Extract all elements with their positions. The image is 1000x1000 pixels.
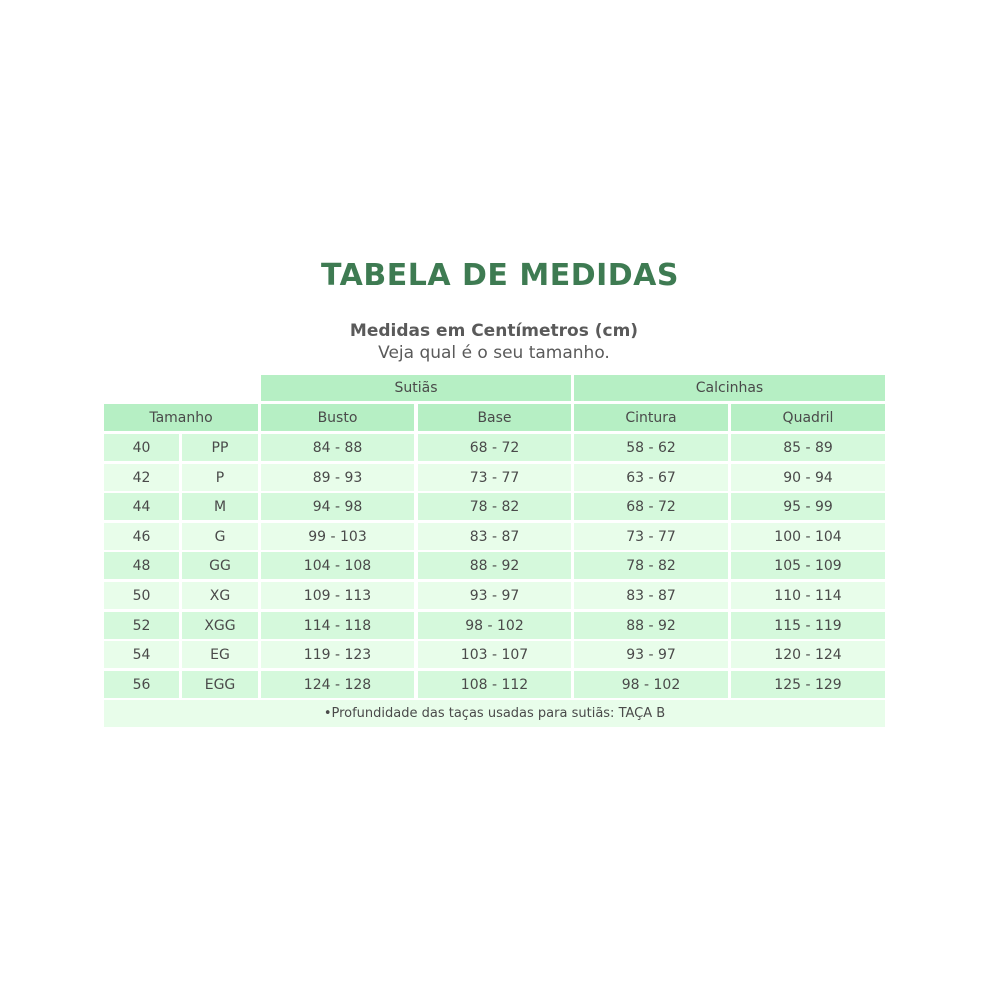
table-cell-base-value: 78 - 82 <box>418 493 571 520</box>
page-title: TABELA DE MEDIDAS <box>321 258 679 293</box>
table-cell-cintura-value: 78 - 82 <box>574 552 728 579</box>
table-cell-busto-value: 94 - 98 <box>261 493 414 520</box>
group-header-sutias: Sutiãs <box>261 375 571 401</box>
table-cell-cintura-value: 83 - 87 <box>574 582 728 609</box>
table-cell-busto-value: 124 - 128 <box>261 671 414 698</box>
table-cell-base-value: 83 - 87 <box>418 523 571 550</box>
table-cell-cintura-value: 98 - 102 <box>574 671 728 698</box>
table-cell-quadril-value: 115 - 119 <box>731 612 885 639</box>
table-cell-size-letter: G <box>182 523 258 550</box>
table-cell-base-value: 73 - 77 <box>418 464 571 491</box>
table-cell-size-letter: XG <box>182 582 258 609</box>
table-footnote: •Profundidade das taças usadas para sutiãs: TAÇA B <box>104 700 885 727</box>
table-cell-base-value: 93 - 97 <box>418 582 571 609</box>
table-cell-busto-value: 104 - 108 <box>261 552 414 579</box>
table-cell-size-number: 40 <box>104 434 179 461</box>
table-cell-size-letter: PP <box>182 434 258 461</box>
subtitle-secondary: Veja qual é o seu tamanho. <box>378 343 610 363</box>
table-cell-busto-value: 114 - 118 <box>261 612 414 639</box>
subtitle: Medidas em Centímetros (cm) <box>349 321 639 341</box>
table-cell-busto-value: 89 - 93 <box>261 464 414 491</box>
table-cell-size-number: 44 <box>104 493 179 520</box>
table-cell-size-number: 48 <box>104 552 179 579</box>
table-cell-base-value: 68 - 72 <box>418 434 571 461</box>
table-cell-base-value: 88 - 92 <box>418 552 571 579</box>
table-cell-size-letter: P <box>182 464 258 491</box>
table-cell-size-number: 50 <box>104 582 179 609</box>
table-cell-quadril-value: 105 - 109 <box>731 552 885 579</box>
group-header-calcinhas: Calcinhas <box>574 375 885 401</box>
table-cell-size-number: 54 <box>104 641 179 668</box>
table-cell-size-number: 46 <box>104 523 179 550</box>
table-cell-size-letter: GG <box>182 552 258 579</box>
table-cell-quadril-value: 120 - 124 <box>731 641 885 668</box>
column-header-busto: Busto <box>261 404 414 431</box>
table-cell-base-value: 103 - 107 <box>418 641 571 668</box>
table-cell-size-letter: EG <box>182 641 258 668</box>
table-cell-cintura-value: 73 - 77 <box>574 523 728 550</box>
table-cell-quadril-value: 90 - 94 <box>731 464 885 491</box>
table-cell-busto-value: 99 - 103 <box>261 523 414 550</box>
table-cell-quadril-value: 95 - 99 <box>731 493 885 520</box>
column-header-quadril: Quadril <box>731 404 885 431</box>
column-header-base: Base <box>418 404 571 431</box>
table-cell-quadril-value: 125 - 129 <box>731 671 885 698</box>
table-cell-cintura-value: 63 - 67 <box>574 464 728 491</box>
table-cell-size-letter: EGG <box>182 671 258 698</box>
table-cell-cintura-value: 68 - 72 <box>574 493 728 520</box>
table-cell-cintura-value: 93 - 97 <box>574 641 728 668</box>
table-cell-size-letter: M <box>182 493 258 520</box>
table-cell-busto-value: 119 - 123 <box>261 641 414 668</box>
table-cell-size-letter: XGG <box>182 612 258 639</box>
table-cell-cintura-value: 88 - 92 <box>574 612 728 639</box>
table-cell-base-value: 98 - 102 <box>418 612 571 639</box>
table-cell-busto-value: 84 - 88 <box>261 434 414 461</box>
table-cell-size-number: 56 <box>104 671 179 698</box>
table-cell-base-value: 108 - 112 <box>418 671 571 698</box>
table-cell-quadril-value: 110 - 114 <box>731 582 885 609</box>
table-cell-size-number: 42 <box>104 464 179 491</box>
table-cell-quadril-value: 100 - 104 <box>731 523 885 550</box>
column-header-cintura: Cintura <box>574 404 728 431</box>
table-cell-size-number: 52 <box>104 612 179 639</box>
table-cell-busto-value: 109 - 113 <box>261 582 414 609</box>
table-cell-cintura-value: 58 - 62 <box>574 434 728 461</box>
column-header-tamanho: Tamanho <box>104 404 258 431</box>
table-cell-quadril-value: 85 - 89 <box>731 434 885 461</box>
